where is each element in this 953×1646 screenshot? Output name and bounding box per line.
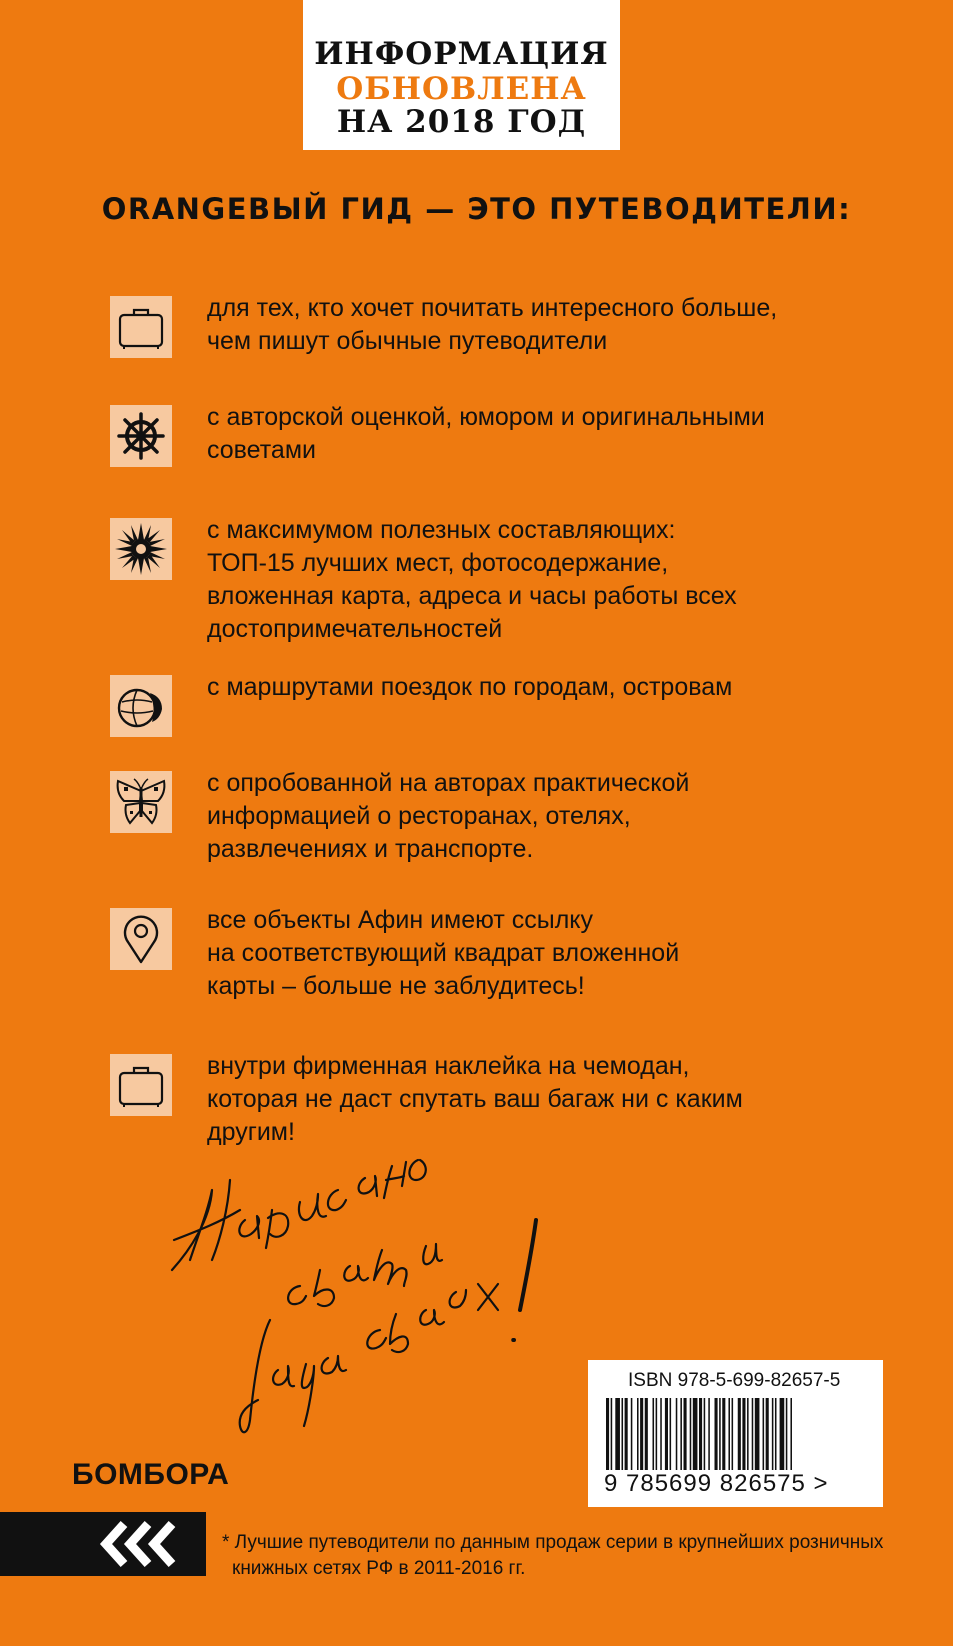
isbn-text: ISBN 978-5-699-82657-5 bbox=[628, 1370, 841, 1391]
barcode-bar bbox=[732, 1398, 734, 1470]
barcode-bar bbox=[786, 1398, 788, 1470]
suitcase-icon bbox=[110, 296, 172, 358]
barcode-bar bbox=[670, 1398, 672, 1470]
sun-icon bbox=[110, 518, 172, 580]
barcode-bar bbox=[606, 1398, 609, 1470]
barcode-bar bbox=[625, 1398, 628, 1470]
footnote bbox=[222, 1530, 922, 1582]
isbn-barcode bbox=[588, 1360, 883, 1507]
publisher-logo: БОМБОРА bbox=[72, 1458, 230, 1491]
feature-text-line: чем пишут обычные путеводители bbox=[207, 327, 608, 355]
footnote-line-1: * Лучшие путеводители по данным продаж серии в крупнейших розничных bbox=[222, 1532, 884, 1553]
barcode-bar bbox=[615, 1398, 620, 1470]
badge-line-3: НА 2018 ГОД bbox=[336, 104, 587, 140]
barcode-bars bbox=[606, 1398, 866, 1478]
feature-text-line: другим! bbox=[207, 1118, 295, 1146]
barcode-bar bbox=[631, 1398, 633, 1470]
feature-text-line: все объекты Афин имеют ссылку bbox=[207, 906, 594, 934]
barcode-bar bbox=[738, 1398, 741, 1470]
feature-text-line: советами bbox=[207, 436, 316, 464]
barcode-bar bbox=[645, 1398, 648, 1470]
series-arrows-strip bbox=[0, 1512, 206, 1576]
feature-text-line: которая не даст спутать ваш багаж ни с каким bbox=[207, 1085, 743, 1113]
barcode-bar bbox=[680, 1398, 682, 1470]
butterfly-icon bbox=[110, 771, 172, 833]
feature-text-line: достопримечательностей bbox=[207, 615, 503, 643]
barcode-bar bbox=[640, 1398, 643, 1470]
feature-text-line: с максимумом полезных составляющих: bbox=[207, 516, 676, 544]
barcode-bar bbox=[715, 1398, 718, 1470]
suitcase-icon bbox=[110, 1054, 172, 1116]
barcode-bar bbox=[660, 1398, 662, 1470]
barcode-bar bbox=[684, 1398, 687, 1470]
barcode-bar bbox=[719, 1398, 721, 1470]
barcode-bar bbox=[722, 1398, 725, 1470]
barcode-bar bbox=[653, 1398, 655, 1470]
barcode-bar bbox=[747, 1398, 749, 1470]
handwritten-slogan bbox=[160, 1150, 580, 1450]
barcode-bar bbox=[763, 1398, 765, 1470]
barcode-bar bbox=[752, 1398, 754, 1470]
barcode-bar bbox=[676, 1398, 678, 1470]
barcode-bar bbox=[708, 1398, 710, 1470]
feature-text-line: информацией о ресторанах, отелях, bbox=[207, 802, 631, 830]
barcode-bar bbox=[704, 1398, 706, 1470]
badge-line-2: ОБНОВЛЕНА bbox=[336, 71, 587, 107]
feature-text-line: с опробованной на авторах практической bbox=[207, 769, 690, 797]
feature-text-line: на соответствующий квадрат вложенной bbox=[207, 939, 680, 967]
feature-text-line: внутри фирменная наклейка на чемодан, bbox=[207, 1052, 690, 1080]
barcode-bar bbox=[728, 1398, 730, 1470]
barcode-bar bbox=[622, 1398, 624, 1470]
barcode-bar bbox=[766, 1398, 769, 1470]
barcode-bar bbox=[690, 1398, 692, 1470]
feature-text-line: с авторской оценкой, юмором и оригинальными bbox=[207, 403, 765, 431]
barcode-bar bbox=[742, 1398, 745, 1470]
barcode-bar bbox=[665, 1398, 668, 1470]
barcode-bar bbox=[790, 1398, 792, 1470]
triple-chevron-left-icon bbox=[98, 1520, 188, 1568]
feature-text-line: карты – больше не заблудитесь! bbox=[207, 972, 585, 1000]
feature-text-line: развлечениях и транспорте. bbox=[207, 835, 534, 863]
badge-line-1: ИНФОРМАЦИЯ bbox=[314, 36, 609, 72]
footnote-line-2: книжных сетях РФ в 2011-2016 гг. bbox=[232, 1558, 526, 1579]
update-badge bbox=[303, 0, 620, 150]
barcode-bar bbox=[637, 1398, 639, 1470]
barcode-bar bbox=[772, 1398, 774, 1470]
barcode-bar bbox=[775, 1398, 777, 1470]
barcode-bar bbox=[611, 1398, 613, 1470]
feature-text-line: с маршрутами поездок по городам, островам bbox=[207, 673, 733, 701]
feature-text-line: вложенная карта, адреса и часы работы всех bbox=[207, 582, 737, 610]
orange-fruit-icon bbox=[110, 675, 172, 737]
map-pin-icon bbox=[110, 908, 172, 970]
barcode-bar bbox=[780, 1398, 785, 1470]
ship-wheel-icon bbox=[110, 405, 172, 467]
barcode-bar bbox=[693, 1398, 698, 1470]
barcode-bar bbox=[755, 1398, 760, 1470]
barcode-bar bbox=[699, 1398, 702, 1470]
feature-text-line: для тех, кто хочет почитать интересного больше, bbox=[207, 294, 778, 322]
headline: ORANGEВЫЙ ГИД — ЭТО ПУТЕВОДИТЕЛИ: bbox=[101, 192, 852, 226]
barcode-digits: 9 785699 826575 > bbox=[604, 1470, 829, 1497]
feature-text-line: ТОП-15 лучших мест, фотосодержание, bbox=[207, 549, 669, 577]
barcode-bar bbox=[656, 1398, 658, 1470]
